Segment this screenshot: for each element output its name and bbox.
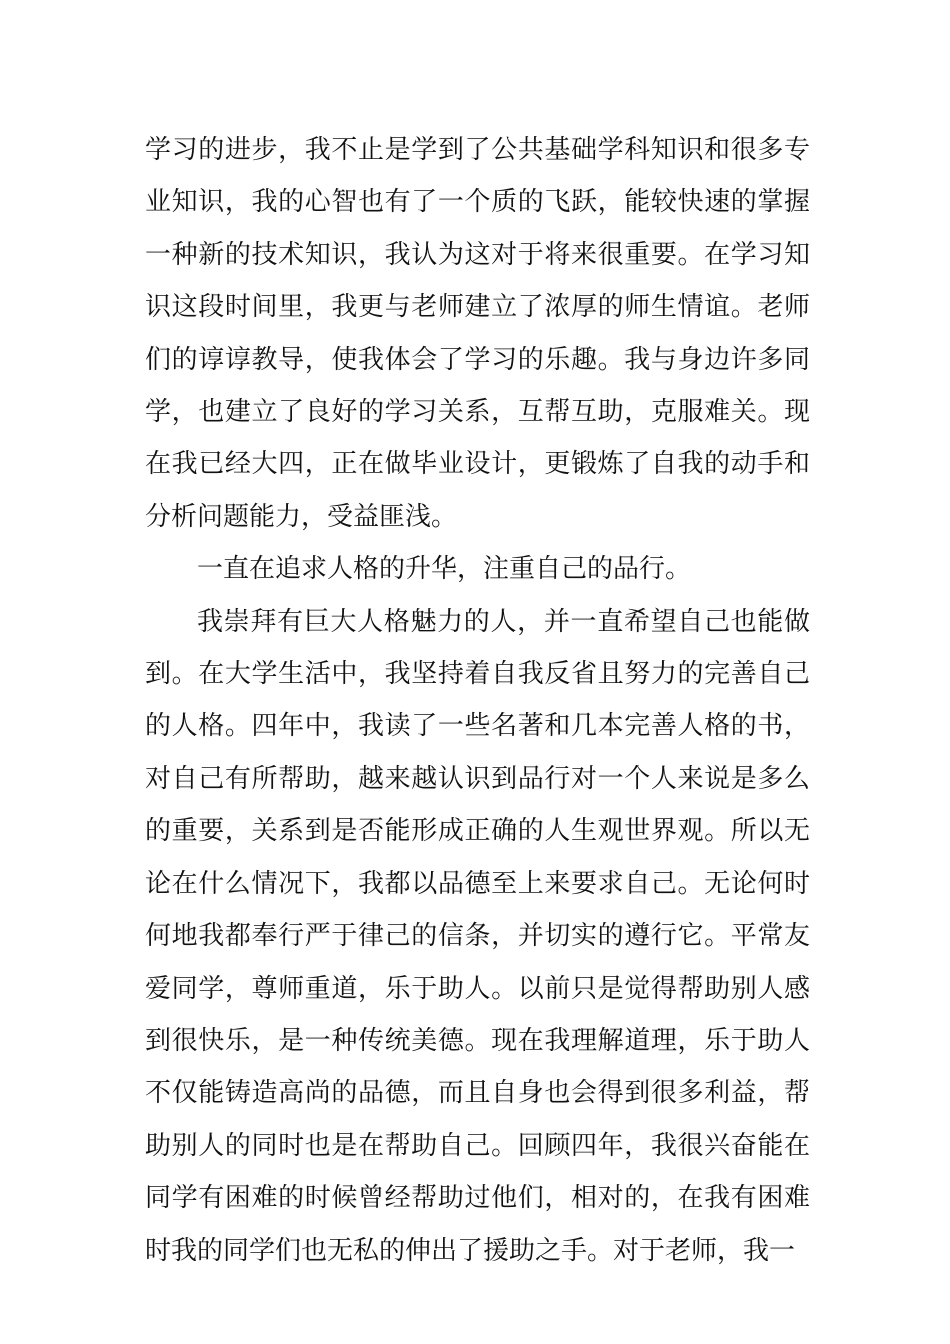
- paragraph-1: 学习的进步，我不止是学到了公共基础学科知识和很多专业知识，我的心智也有了一个质的飞跃，能较快速的掌握一种新的技术知识，我认为这对于将来很重要。在学习知识这段时间里，我更与老师建立了浓厚的师生情谊。老师们的谆谆教导，使我体会了学习的乐趣。我与身边许多同学，也建立了良好的学习关系，互帮互助，克服难关。现在我已经大四，正在做毕业设计，更锻炼了自我的动手和分析问题能力，受益匪浅。: [145, 135, 810, 532]
- document-body: [145, 124, 810, 1277]
- paragraph-2: 一直在追求人格的升华，注重自己的品行。: [197, 554, 692, 585]
- paragraph-3: 我崇拜有巨大人格魅力的人，并一直希望自己也能做到。在大学生活中，我坚持着自我反省且努力的完善自己的人格。四年中，我读了一些名著和几本完善人格的书，对自己有所帮助，越来越认识到品行对一个人来说是多么的重要，关系到是否能形成正确的人生观世界观。所以无论在什么情况下，我都以品德至上来要求自己。无论何时何地我都奉行严于律己的信条，并切实的遵行它。平常友爱同学，尊师重道，乐于助人。以前只是觉得帮助别人感到很快乐，是一种传统美德。现在我理解道理，乐于助人不仅能铸造高尚的品德，而且自身也会得到很多利益，帮助别人的同时也是在帮助自己。回顾四年，我很兴奋能在同学有困难的时候曾经帮助过他们，相对的，在我有困难时我的同学们也无私的伸出了援助之手。对于老师，我一: [145, 606, 810, 1266]
